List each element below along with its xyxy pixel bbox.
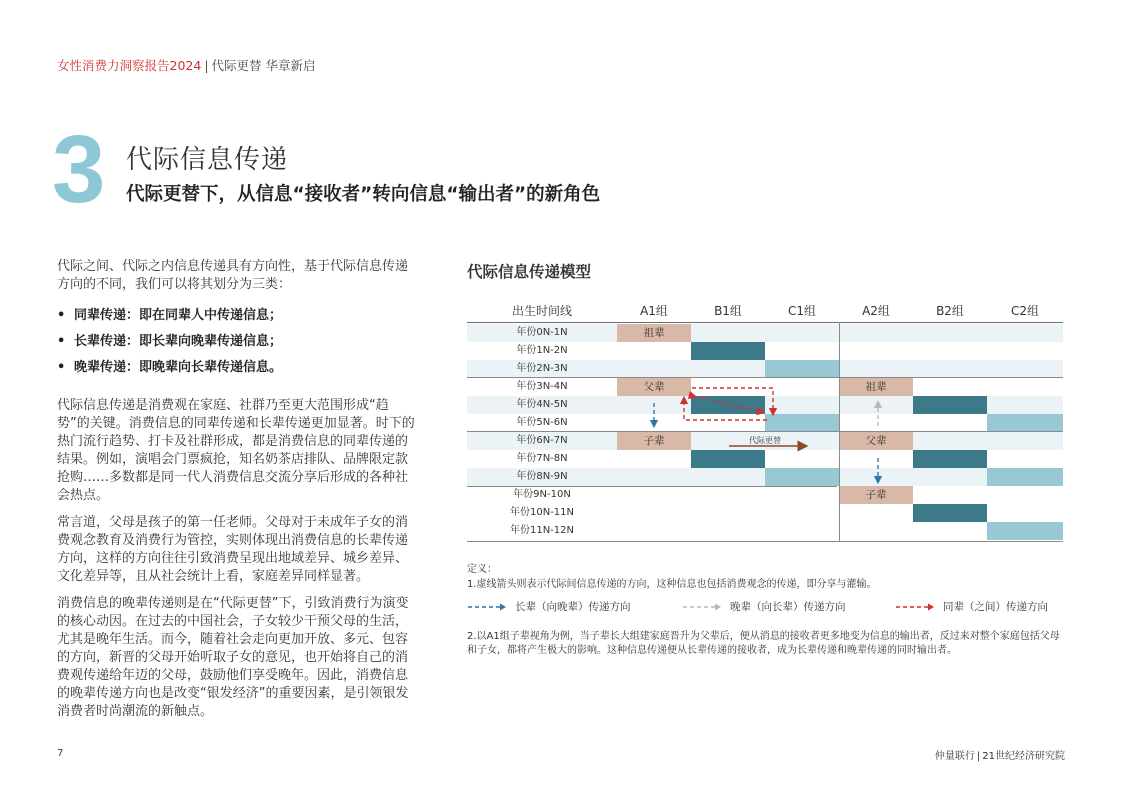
diagram-title: 代际信息传递模型 <box>467 263 592 281</box>
list-item: • 长辈传递：即长辈向晚辈传递信息； <box>57 329 417 355</box>
header-column-c2: C2组 <box>1010 304 1039 318</box>
footer-org-21cn: 21世纪经济研究院 <box>982 751 1065 762</box>
legend-item-elder <box>467 598 631 616</box>
row-label: 年份9N-10N <box>513 489 571 500</box>
a1-parent-label: 父辈 <box>643 381 665 393</box>
row-label: 年份5N-6N <box>516 417 568 428</box>
generation-transmission-diagram <box>467 300 1063 542</box>
report-header <box>57 56 316 74</box>
legend-item-peer <box>895 598 1048 616</box>
legend-item-junior <box>682 598 846 616</box>
row-label: 年份3N-4N <box>516 381 568 392</box>
row-label: 年份4N-5N <box>516 399 568 410</box>
header-column-a1: A1组 <box>640 304 668 318</box>
row-label: 年份8N-9N <box>516 471 568 482</box>
succession-arrow-label: 代际更替 <box>749 436 781 445</box>
row-label: 年份7N-8N <box>516 453 568 464</box>
header-separator: | <box>204 58 209 73</box>
section-title: 代际信息传递 <box>126 145 289 175</box>
body-text-column <box>57 258 417 730</box>
a2-grandparent-label: 祖辈 <box>865 381 887 393</box>
paragraph-trend: 代际信息传递是消费观在家庭、社群乃至更大范围形成“趋势”的关键。消费信息的同辈传递和长辈传递更加显著。时下的热门流行趋势、打卡及社群形成，都是消费信息的同辈传递的结果。例如，演唱会门票疯抢，知名奶茶店排队、品牌限定款抢购……多数都是同一代人消费信息交流分享后形成的各种社会热点。 <box>57 398 415 503</box>
intro-paragraph: 代际之间、代际之内信息传递具有方向性，基于代际信息传递方向的不同，我们可以将其划分为三类： <box>57 259 409 292</box>
header-birth-timeline: 出生时间线 <box>511 304 572 318</box>
a1-child-label: 子辈 <box>643 435 665 447</box>
legend-label: 同辈（之间）传递方向 <box>943 601 1048 613</box>
legend <box>467 598 1067 616</box>
section-number: 3 <box>52 116 106 223</box>
a2-child-label: 子辈 <box>865 489 887 501</box>
section-subtitle: 代际更替下，从信息“接收者”转向信息“输出者”的新角色 <box>126 184 601 205</box>
report-theme: 代际更替 华章新启 <box>211 58 316 73</box>
blue-dashed-arrow-icon <box>467 602 507 612</box>
a2-parent-label: 父辈 <box>865 435 887 447</box>
definitions <box>467 562 1067 592</box>
report-title: 女性消费力洞察报告2024 <box>57 58 202 73</box>
legend-label: 长辈（向晚辈）传递方向 <box>515 601 631 613</box>
row-label: 年份1N-2N <box>516 345 568 356</box>
paragraph-junior: 消费信息的晚辈传递则是在“代际更替”下，引致消费行为演变的核心动因。在过去的中国社会，子女较少干预父母的生活，尤其是晚年生活。而今，随着社会走向更加开放、多元、包容的方向，新晋的父母开始听取子女的意见，也开始将自己的消费观传递给年迈的父母，鼓励他们享受晚年。因此，消费信息的晚辈传递方向也是改变“银发经济”的重要因素，是引领银发消费者时尚潮流的新触点。 <box>57 596 409 719</box>
paragraph-elder: 常言道，父母是孩子的第一任老师。父母对于未成年子女的消费观念教育及消费行为管控，实则体现出消费信息的长辈传递方向，这样的方向往往引致消费呈现出地域差异、城乡差异、文化差异等，且从社会统计上看，家庭差异同样显著。 <box>57 515 409 584</box>
footer-org-jll: 仲量联行 <box>934 751 975 762</box>
list-item: • 同辈传递：即在同辈人中传递信息； <box>57 303 417 329</box>
header-column-c1: C1组 <box>787 304 816 318</box>
footer-separator: | <box>976 751 981 762</box>
row-label: 年份6N-7N <box>516 435 568 446</box>
row-label: 年份0N-1N <box>516 327 568 338</box>
transmission-arrows <box>467 300 1063 542</box>
legend-label: 晚辈（向长辈）传递方向 <box>730 601 846 613</box>
footer-orgs <box>935 747 1065 762</box>
gray-dashed-arrow-icon <box>682 602 722 612</box>
definitions-label: 定义： <box>467 564 497 575</box>
definition-item-2: 2.以A1组子辈视角为例，当子辈长大组建家庭晋升为父辈后，便从消息的接收者更多地变为信息的输出者，反过来对整个家庭包括父母和子女，都将产生极大的影响。这种信息传递便从长辈传递的接收者，成为长辈传递和晚辈传递的同时输出者。 <box>467 631 1060 656</box>
page-number: 7 <box>57 748 64 759</box>
header-column-a2: A2组 <box>862 304 890 318</box>
definition-item-1: 1.虚线箭头则表示代际间信息传递的方向，这种信息也包括消费观念的传递，即分享与灌输。 <box>467 579 877 590</box>
list-item: • 晚辈传递：即晚辈向长辈传递信息。 <box>57 355 417 381</box>
transmission-type-list <box>57 303 417 381</box>
row-label: 年份11N-12N <box>509 525 575 536</box>
row-label: 年份10N-11N <box>509 507 575 518</box>
a1-grandparent-label: 祖辈 <box>643 327 665 339</box>
header-column-b1: B1组 <box>714 304 742 318</box>
red-dashed-arrow-icon <box>895 602 935 612</box>
header-column-b2: B2组 <box>936 304 964 318</box>
row-label: 年份2N-3N <box>516 363 568 374</box>
